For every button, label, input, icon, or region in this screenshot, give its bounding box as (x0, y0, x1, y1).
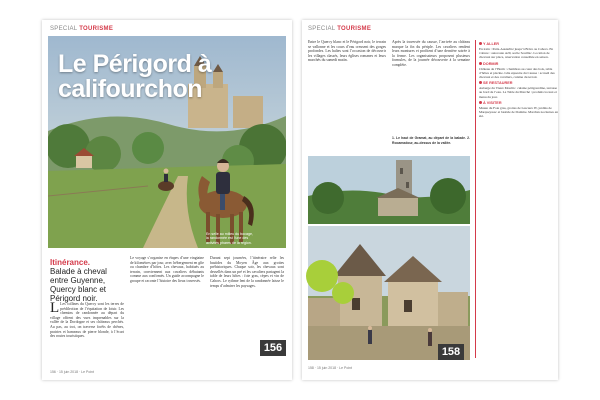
sidebar-text: Auberge du Vieux Moulin : cuisine périgourdine, terrasse au bord de l’eau. La Table du Marché : produits locaux et menu du jour. (479, 86, 558, 99)
practical-info-sidebar (475, 40, 558, 358)
sidebar-section (479, 81, 558, 99)
section-name: TOURISME (79, 26, 114, 32)
photo-caption-line: la randonnée est l’une des (206, 236, 249, 241)
bullet-icon (479, 62, 482, 65)
hero-title: Le Périgord à califourchon (58, 50, 212, 103)
right-page (302, 20, 558, 380)
body-column-1 (50, 302, 124, 364)
sidebar-heading-text: Y ALLER (483, 42, 500, 46)
bullet-icon (479, 42, 482, 45)
tower-illustration (308, 156, 470, 224)
article-intro (50, 258, 124, 303)
map-bubble-small (332, 282, 354, 304)
body-column-2: Le voyage s’organise en étapes d’une vingtaine de kilomètres par jour, avec hébergement en gîte ou chambre d’hôtes. Les chevaux, habitués au terrain, conviennent aux cavaliers débutants comme aux confirmés. Un guide accompagne le groupe et raconte l’histoire des lieux traversés. (130, 256, 204, 283)
sidebar-text: Château de l’Herm : chambres au cœur des bois, table d’hôtes et piscine. Gîte équestre du Causse : accueil des chevaux et des cavaliers, cuisine du terroir. (479, 66, 555, 80)
intro-deck: Balade à cheval entre Guyenne, Quercy blanc et Périgord noir. (50, 267, 107, 303)
intro-kicker: Itinérance. (50, 258, 91, 267)
page-number-badge: 156 (260, 340, 286, 356)
photo-tower (308, 156, 470, 224)
left-page (42, 20, 292, 380)
body-column-3: Durant sept journées, l’itinéraire relie les bastides du Moyen Âge aux grottes préhistoriques. Chaque soir, les chevaux sont dessellés dans un pré et les cavaliers partagent la table de leurs hôtes : foie gras, cèpes et vin de Cahors. Le rythme lent de la randonnée laisse le temps d’admirer les paysages. (210, 256, 284, 288)
sidebar-heading (479, 101, 558, 105)
photo-captions: 1. Le haut de Gramat, au départ de la balade. 2. Rocamadour, au-dessus de la vallée. (392, 136, 470, 145)
body-column-2: Après la traversée du causse, l’arrivée au château marque la fin du périple. Les cavaliers rendent leurs montures et profitent d’une dernière soirée à la ferme. Les organisateurs proposent plusieurs formules, de la journée découverte à la semaine complète. (392, 40, 470, 67)
section-header (308, 26, 371, 32)
sidebar-section (479, 101, 558, 119)
section-header (50, 26, 113, 32)
sidebar-text: En train : Paris-Austerlitz jusqu’à Brive ou Cahors. En voiture : autoroute A20, sortie Souillac. Location de chevaux sur place, réservation conseillée en saison. (479, 47, 554, 60)
sidebar-section (479, 42, 558, 60)
page-footer: 156 · 15 juin 2018 · Le Point (50, 370, 94, 374)
sidebar-heading-text: SE RESTAURER (483, 81, 513, 86)
body-column-1: Entre le Quercy blanc et le Périgord noir, le terrain se vallonne et les cours d’eau creusent des gorges profondes. Les haltes sont l’occasion de découvrir les villages classés, leurs églises romanes et leurs marchés du samedi matin. (308, 40, 386, 63)
sidebar-heading (479, 81, 558, 85)
page-number-badge: 158 (438, 344, 464, 360)
sidebar-heading-text: À VISITER (483, 100, 502, 105)
photo-caption (206, 232, 280, 245)
bullet-icon (479, 101, 482, 104)
section-prefix: SPECIAL (50, 26, 78, 32)
photo-caption-line: activités phares de la région. (206, 240, 252, 245)
body-text: Les collines du Quercy sont les terres de prédilection de l’équitation de loisir. Les chemins de randonnée au départ du village offrent des vues imprenables sur la vallée de la Dordogne et ses châteaux perchés. Au pas, au trot, on traverse forêts de chênes, prairies et hameaux de pierre blonde, à l’écart des routes touristiques. (50, 302, 124, 339)
sidebar-heading-text: DORMIR (483, 61, 499, 66)
drop-cap: L (50, 302, 60, 316)
page-footer: 158 · 15 juin 2018 · Le Point (308, 366, 352, 370)
sidebar-section (479, 62, 558, 80)
section-name: TOURISME (337, 26, 372, 32)
bullet-icon (479, 81, 482, 84)
photo-caption-line: En selle au milieu du bocage, (206, 232, 253, 236)
hero-photo (48, 36, 286, 248)
sidebar-heading (479, 42, 558, 46)
sidebar-text: Musée du Foie gras, grottes de Lascaux IV, jardins de Marqueyssac et bastide de Domme. Marchés nocturnes en été. (479, 105, 558, 119)
section-prefix: SPECIAL (308, 26, 336, 32)
sidebar-heading (479, 62, 558, 66)
